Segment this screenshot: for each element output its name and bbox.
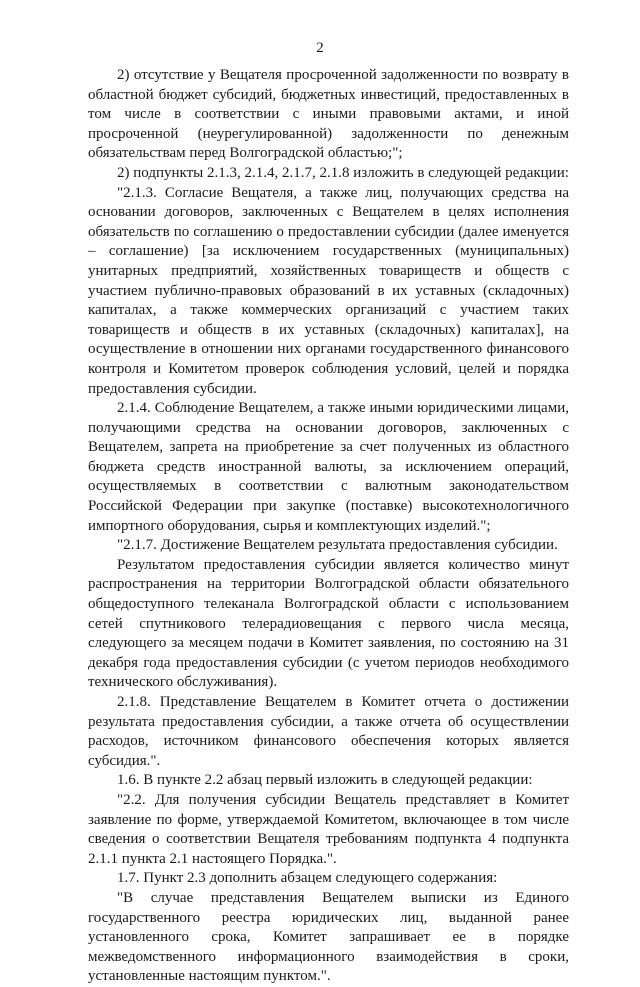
paragraph-1-6: 1.6. В пункте 2.2 абзац первый изложить в следующей редакции: <box>117 772 533 789</box>
paragraph-1-7: 1.7. Пункт 2.3 дополнить абзацем следующего содержания: <box>117 870 498 887</box>
paragraph-extract-request: "В случае представления Вещателем выписки из Единого государственного реестра юридических лиц, выданной ранее установленного срока, Комитет запрашивает ее в порядке межведомственного информационного взаимодействия в сроки, установленные настоящим пунктом.". <box>88 889 569 985</box>
paragraph-2-2: "2.2. Для получения субсидии Вещатель представляет в Комитет заявление по форме, утверждаемой Комитетом, включающее в том числе сведения о соответствии Вещателя требованиям подпункта 4 подпункта 2.1.1 пункта 2.1 настоящего Порядка.". <box>88 791 569 867</box>
paragraph-2-1-4: 2.1.4. Соблюдение Вещателем, а также иными юридическими лицами, получающими средства на основании договоров, заключенных с Вещателем, запрета на приобретение за счет полученных из областного бюджета средств иностранной валюты, за исключением операций, осуществляемых в соответствии с валютным законодательством Российской Федерации при закупке (поставке) высокотехнологичного импортного оборудования, сырья и комплектующих изделий."; <box>88 400 569 534</box>
page-number: 2 <box>316 40 324 56</box>
paragraph-2-1-7: "2.1.7. Достижение Вещателем результата предоставления субсидии. <box>117 537 558 554</box>
paragraph-2-1-3: "2.1.3. Согласие Вещателя, а также лиц, получающих средства на основании договоров, заключенных с Вещателем в целях исполнения обязательств по соглашению о предоставлении субсидии (далее именуется – соглашение) [за исключением государственных (муниципальных) унитарных предприятий, хозяйственных товариществ и обществ с участием публично-правовых образований в их уставных (складочных) капиталах, а также коммерческих организаций с участием таких товариществ и обществ в их уставных (складочных) капиталах], на осуществление в отношении них органами государственного финансового контроля и Комитетом проверок соблюдения условий, целей и порядка предоставления субсидии. <box>88 184 569 397</box>
paragraph-debt-condition: 2) отсутствие у Вещателя просроченной задолженности по возврату в областной бюджет субсидий, бюджетных инвестиций, предоставленных в том числе в соответствии с иными правовыми актами, и иной просроченной (неурегулированной) задолженности по денежным обязательствам перед Волгоградской областью;"; <box>88 67 569 162</box>
paragraph-subsidy-result: Результатом предоставления субсидии является количество минут распространения на территории Волгоградской области обязательного общедоступного телеканала Волгоградской области с использованием сетей спутникового телерадиовещания с первого числа месяца, следующего за месяцем подачи в Комитет заявления, по состоянию на 31 декабря года предоставления субсидии (с учетом периодов необходимого технического обслуживания). <box>88 556 569 691</box>
document-body <box>88 66 569 987</box>
paragraph-2-1-8: 2.1.8. Представление Вещателем в Комитет отчета о достижении результата предоставления субсидии, а также отчета об осуществлении расходов, источником финансового обеспечения которых является субсидия.". <box>88 694 569 769</box>
paragraph-subparagraphs-amend: 2) подпункты 2.1.3, 2.1.4, 2.1.7, 2.1.8 изложить в следующей редакции: <box>117 164 569 181</box>
